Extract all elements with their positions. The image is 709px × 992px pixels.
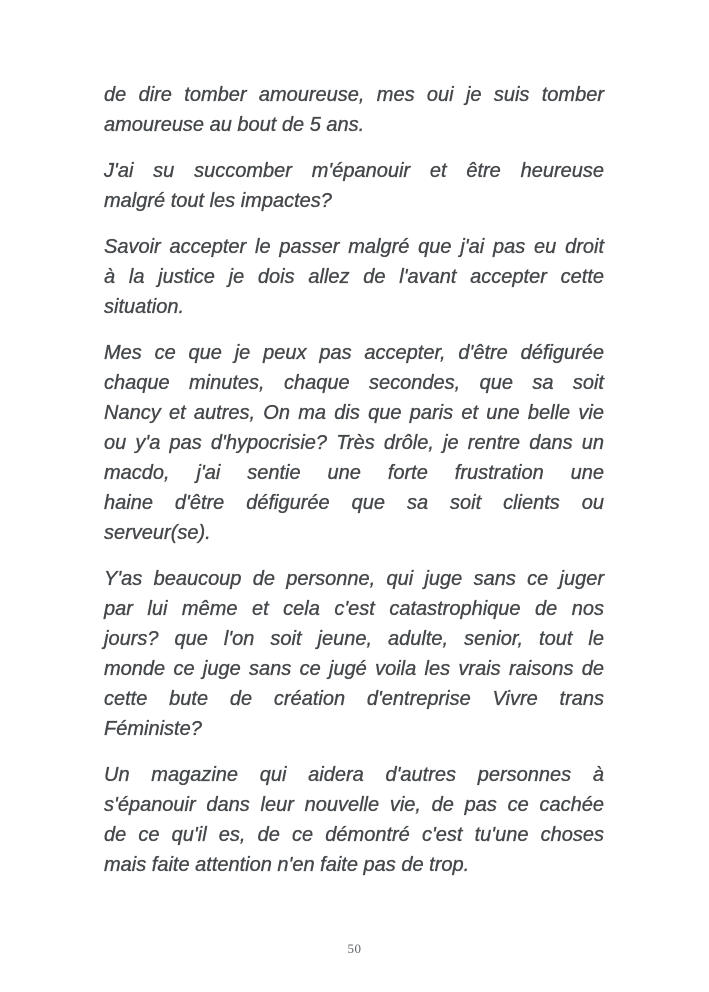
text-line: monde ce juge sans ce jugé voila les vrais raisons de <box>104 658 604 680</box>
text-line: par lui même et cela c'est catastrophique de nos <box>104 598 604 620</box>
text-line: malgré tout les impactes? <box>104 190 332 212</box>
text-line: macdo, j'ai sentie une forte frustration une <box>104 462 604 484</box>
text-line: chaque minutes, chaque secondes, que sa soit <box>104 372 604 394</box>
text-line: ou y'a pas d'hypocrisie? Très drôle, je rentre dans un <box>104 432 604 454</box>
text-line: s'épanouir dans leur nouvelle vie, de pas ce cachée <box>104 794 604 816</box>
text-line: J'ai su succomber m'épanouir et être heureuse <box>104 160 604 182</box>
page-number: 50 <box>347 941 362 956</box>
paragraph <box>104 338 604 548</box>
text-line: mais faite attention n'en faite pas de trop. <box>104 854 470 876</box>
paragraph <box>104 564 604 744</box>
text-line: à la justice je dois allez de l'avant accepter cette <box>104 266 604 288</box>
text-line: jours? que l'on soit jeune, adulte, senior, tout le <box>104 628 604 650</box>
paragraph <box>104 232 604 322</box>
text-line: amoureuse au bout de 5 ans. <box>104 114 365 136</box>
text-line: Nancy et autres, On ma dis que paris et une belle vie <box>104 402 604 424</box>
text-line: haine d'être défigurée que sa soit clients ou <box>104 492 604 514</box>
text-line: situation. <box>104 296 185 318</box>
page-footer <box>0 940 709 958</box>
text-line: Savoir accepter le passer malgré que j'ai pas eu droit <box>104 236 604 258</box>
text-line: cette bute de création d'entreprise Vivre trans <box>104 688 604 710</box>
text-line: Mes ce que je peux pas accepter, d'être défigurée <box>104 342 604 364</box>
text-line: serveur(se). <box>104 522 211 544</box>
paragraph <box>104 156 604 216</box>
text-block <box>104 80 604 880</box>
paragraph <box>104 760 604 880</box>
text-line: Féministe? <box>104 718 202 740</box>
text-line: Un magazine qui aidera d'autres personnes à <box>104 764 604 786</box>
text-line: de dire tomber amoureuse, mes oui je suis tomber <box>104 84 604 106</box>
text-line: Y'as beaucoup de personne, qui juge sans ce juger <box>104 568 604 590</box>
text-line: de ce qu'il es, de ce démontré c'est tu'une choses <box>104 824 604 846</box>
paragraph <box>104 80 604 140</box>
